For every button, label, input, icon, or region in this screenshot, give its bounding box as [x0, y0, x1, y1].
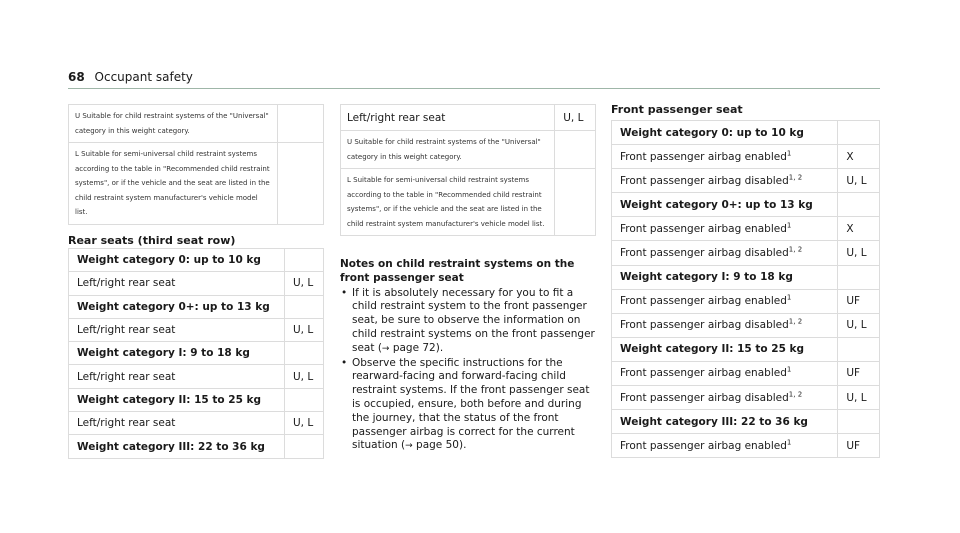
table-cell-value: U, L — [838, 169, 880, 193]
table-row — [69, 272, 324, 295]
table-cell-label: Front passenger airbag enabled$^1$ — [612, 289, 838, 313]
table-cell-label: Front passenger airbag disabled$^{1, 2}$ — [612, 169, 838, 193]
footnote-marker: 1, 2 — [788, 317, 803, 326]
table-row — [612, 241, 880, 265]
table-cell-value: U, L — [555, 105, 596, 131]
header-divider — [68, 88, 880, 89]
table-cell-value — [285, 435, 324, 458]
table-cell-value: U, L — [838, 241, 880, 265]
table-cell-label: Weight category 0: up to 10 kg — [69, 249, 285, 272]
table-cell-label: Weight category III: 22 to 36 kg — [612, 410, 838, 434]
table-row — [612, 217, 880, 241]
arrow-icon: → — [381, 343, 390, 354]
footnote-marker: 1 — [786, 293, 792, 302]
table-cell-value — [838, 121, 880, 145]
table-cell-value — [838, 410, 880, 434]
table-row — [612, 289, 880, 313]
note-semi-universal: L Suitable for semi-universal child restraint systems according to the table in "Recommended child restraint systems", or if the vehicle and the seat are listed in the child restraint system manufacturer's vehicle model list. — [341, 169, 555, 236]
page-reference-link[interactable]: page 72 — [392, 341, 436, 354]
table-cell-value: UF — [838, 434, 880, 458]
section-title: Occupant safety — [94, 70, 193, 84]
footnote-marker: 1 — [786, 221, 792, 230]
middle-notes-table — [340, 104, 596, 236]
table-category-row — [612, 121, 880, 145]
table-cell-value: U, L — [285, 365, 324, 388]
table-row — [612, 434, 880, 458]
footnote-marker: 1 — [786, 149, 792, 158]
table-cell-value: U, L — [285, 318, 324, 341]
table-cell-label: Left/right rear seat — [69, 412, 285, 435]
table-category-row — [69, 342, 324, 365]
table-cell-value: U, L — [285, 412, 324, 435]
table-category-row — [612, 337, 880, 361]
footnote-marker: 1, 2 — [788, 173, 803, 182]
footnote-marker: 1, 2 — [788, 245, 803, 254]
table-row — [612, 313, 880, 337]
rear-third-title: Rear seats (third seat row) — [68, 234, 236, 247]
table-cell-label: Left/right rear seat — [69, 272, 285, 295]
note-universal: U Suitable for child restraint systems of the "Universal" category in this weight category. — [341, 131, 555, 169]
table-row — [612, 361, 880, 385]
table-row — [69, 365, 324, 388]
table-cell-label: Front passenger airbag enabled$^1$ — [612, 434, 838, 458]
table-cell-label: Weight category II: 15 to 25 kg — [612, 337, 838, 361]
page-header — [68, 70, 193, 84]
footnote-marker: 1, 2 — [788, 390, 803, 399]
table-cell-label: Front passenger airbag disabled$^{1, 2}$ — [612, 386, 838, 410]
table-cell-value: X — [838, 217, 880, 241]
footnote-marker: 1 — [786, 438, 792, 447]
table-cell-value — [285, 249, 324, 272]
table-cell-value: UF — [838, 361, 880, 385]
table-cell-value — [838, 193, 880, 217]
table-category-row — [612, 410, 880, 434]
rear-third-table — [68, 248, 324, 459]
table-cell-label: Front passenger airbag disabled$^{1, 2}$ — [612, 313, 838, 337]
left-notes-table — [68, 104, 324, 225]
note-universal: U Suitable for child restraint systems of the "Universal" category in this weight category. — [69, 105, 278, 143]
table-cell-label: Weight category 0+: up to 13 kg — [612, 193, 838, 217]
table-cell-label: Left/right rear seat — [69, 365, 285, 388]
table-cell-label: Weight category I: 9 to 18 kg — [612, 265, 838, 289]
table-row — [69, 412, 324, 435]
note-semi-universal: L Suitable for semi-universal child restraint systems according to the table in "Recommended child restraint systems", or if the vehicle and the seat are listed in the child restraint system manufacturer's vehicle model list. — [69, 143, 278, 225]
table-category-row — [612, 193, 880, 217]
table-cell-value: UF — [838, 289, 880, 313]
table-cell-value: U, L — [838, 313, 880, 337]
table-category-row — [69, 388, 324, 411]
table-cell-label: Front passenger airbag enabled$^1$ — [612, 145, 838, 169]
table-category-row — [69, 249, 324, 272]
table-category-row — [69, 435, 324, 458]
table-cell-value: X — [838, 145, 880, 169]
table-cell-label: Weight category III: 22 to 36 kg — [69, 435, 285, 458]
table-row — [612, 145, 880, 169]
table-cell-value: U, L — [838, 386, 880, 410]
table-cell-label: Front passenger airbag enabled$^1$ — [612, 217, 838, 241]
table-cell-label: Front passenger airbag disabled$^{1, 2}$ — [612, 241, 838, 265]
table-cell-value — [285, 295, 324, 318]
table-cell-label: Weight category I: 9 to 18 kg — [69, 342, 285, 365]
table-cell-value — [838, 337, 880, 361]
table-cell-value — [285, 388, 324, 411]
table-cell-value — [285, 342, 324, 365]
page-reference-link[interactable]: page 50 — [416, 439, 459, 452]
front-passenger-title: Front passenger seat — [611, 103, 743, 116]
table-cell-label: Left/right rear seat — [69, 318, 285, 341]
footnote-marker: 1 — [786, 365, 792, 374]
table-cell-label: Left/right rear seat — [341, 105, 555, 131]
list-item: • If it is absolutely necessary for you to fit a child restraint system to the front passenger seat, be sure to observe the information on child restraint systems on the front passenger seat (→ page 72). — [352, 287, 600, 357]
table-cell-label: Weight category 0: up to 10 kg — [612, 121, 838, 145]
table-category-row — [612, 265, 880, 289]
list-item: • Observe the specific instructions for the rearward-facing and forward-facing child restraint systems. If the front passenger seat is occupied, ensure, both before and during the journey, that the status of the front passenger airbag is correct for the current situation (→ page 50). — [352, 357, 600, 455]
table-cell-value — [838, 265, 880, 289]
notes-title: Notes on child restraint systems on the front passenger seat — [340, 258, 575, 284]
table-row — [69, 318, 324, 341]
table-cell-label: Weight category II: 15 to 25 kg — [69, 388, 285, 411]
table-cell-label: Front passenger airbag enabled$^1$ — [612, 361, 838, 385]
table-cell-value: U, L — [285, 272, 324, 295]
page-number: 68 — [68, 70, 85, 84]
notes-section — [340, 258, 600, 454]
table-row — [612, 169, 880, 193]
table-category-row — [69, 295, 324, 318]
table-row — [612, 386, 880, 410]
arrow-icon: → — [405, 441, 413, 452]
table-cell-label: Weight category 0+: up to 13 kg — [69, 295, 285, 318]
front-passenger-table — [611, 120, 880, 458]
